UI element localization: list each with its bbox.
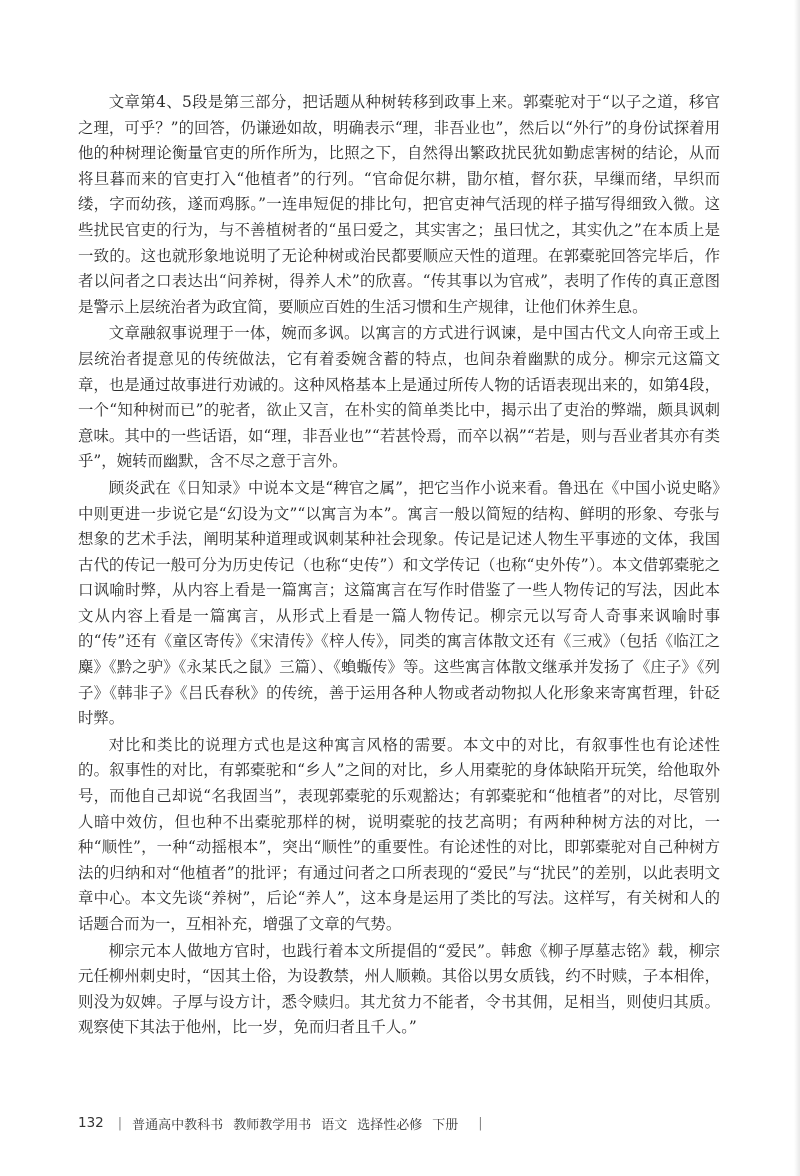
footer-volume: 下册 <box>432 1117 459 1133</box>
page-edge-shadow <box>794 0 800 1176</box>
paragraph-5: 柳宗元本人做地方官时，也践行着本文所提倡的“爱民”。韩愈《柳子厚墓志铭》载，柳宗元任柳州刺史时，“因其土俗，为设教禁，州人顺赖。其俗以男女质钱，约不时赎，子本相侔，则没为奴婢。子厚与设方计，悉令赎归。其尤贫力不能者，令书其佣，足相当，则使归其质。观察使下其法于他州，比一岁，免而归者且千人。” <box>78 941 720 1037</box>
footer-module: 选择性必修 <box>357 1117 423 1133</box>
body-text <box>78 90 720 1042</box>
footer-subject: 语文 <box>321 1117 348 1133</box>
page-number: 132 <box>78 1115 104 1131</box>
paragraph-4: 对比和类比的说理方式也是这种寓言风格的需要。本文中的对比，有叙事性也有论述性的。叙事性的对比，有郭橐驼和“乡人”之间的对比，乡人用橐驼的身体缺陷开玩笑，给他取外号，而他自己却说“名我固当”，表现郭橐驼的乐观豁达；有郭橐驼和“他植者”的对比，尽管别人暗中效仿，但也种不出橐驼那样的树，说明橐驼的技艺高明；有两种种树方法的对比，一种“顺性”，一种“动摇根本”，突出“顺性”的重要性。有论述性的对比，即郭橐驼对自己种树方法的归纳和对“他植者”的批评；有通过问者之口所表现的“爱民”与“扰民”的差别，以此表明文章中心。本文先谈“养树”，后论“养人”，这本身是运用了类比的写法。这样写，有关树和人的话题合而为一，互相补充，增强了文章的气势。 <box>78 735 720 933</box>
footer-book-series: 普通高中教科书 <box>132 1117 224 1133</box>
paragraph-2: 文章融叙事说理于一体，婉而多讽。以寓言的方式进行讽谏，是中国古代文人向帝王或上层统治者提意见的传统做法，它有着委婉含蓄的特点，也间杂着幽默的成分。柳宗元这篇文章，也是通过故事进行劝诫的。这种风格基本上是通过所传人物的话语表现出来的，如第4段，一个“知种树而已”的驼者，欲止又言，在朴实的简单类比中，揭示出了吏治的弊端，颇具讽刺意味。其中的一些话语，如“理，非吾业也”“若甚怜焉，而卒以祸”“若是，则与吾业者其亦有类乎”，婉转而幽默，含不尽之意于言外。 <box>78 324 720 471</box>
footer-separator-end: | <box>478 1115 483 1131</box>
paragraph-1: 文章第4、5段是第三部分，把话题从种树转移到政事上来。郭橐驼对于“以子之道，移官之理，可乎？”的回答，仍谦逊如故，明确表示“理，非吾业也”，然后以“外行”的身份试探着用他的种树理论衡量官吏的所作所为，比照之下，自然得出繁政扰民犹如勤虑害树的结论，从而将旦暮而来的官吏打入“他植者”的行列。“官命促尔耕，勖尔植，督尔获，早缫而绪，早织而缕，字而幼孩，遂而鸡豚。”一连串短促的排比句，把官吏神气活现的样子描写得细致入微。这些扰民官吏的行为，与不善植树者的“虽曰爱之，其实害之；虽曰忧之，其实仇之”在本质上是一致的。这也就形象地说明了无论种树或治民都要顺应天性的道理。在郭橐驼回答完毕后，作者以问者之口表达出“问养树，得养人术”的欣喜。“传其事以为官戒”，表明了作传的真正意图是警示上层统治者为政宜简，要顺应百姓的生活习惯和生产规律，让他们休养生息。 <box>78 93 720 316</box>
footer-book-type: 教师教学用书 <box>233 1117 312 1133</box>
page-footer <box>78 1113 493 1133</box>
paragraph-3: 顾炎武在《日知录》中说本文是“稗官之属”，把它当作小说来看。鲁迅在《中国小说史略》中则更进一步说它是“幻设为文”“以寓言为本”。寓言一般以简短的结构、鲜明的形象、夸张与想象的艺术手法，阐明某种道理或讽刺某种社会现象。传记是记述人物生平事迹的文体，我国古代的传记一般可分为历史传记（也称“史传”）和文学传记（也称“史外传”）。本文借郭橐驼之口讽喻时弊，从内容上看是一篇寓言；这篇寓言在写作时借鉴了一些人物传记的写法，因此本文从内容上看是一篇寓言，从形式上看是一篇人物传记。柳宗元以写奇人奇事来讽喻时事的“传”还有《童区寄传》《宋清传》《梓人传》，同类的寓言体散文还有《三戒》（包括《临江之麋》《黔之驴》《永某氏之鼠》三篇）、《蝜蝂传》等。这些寓言体散文继承并发扬了《庄子》《列子》《韩非子》《吕氏春秋》的传统，善于运用各种人物或者动物拟人化形象来寄寓哲理，针砭时弊。 <box>78 478 720 728</box>
footer-separator: | <box>117 1115 123 1131</box>
